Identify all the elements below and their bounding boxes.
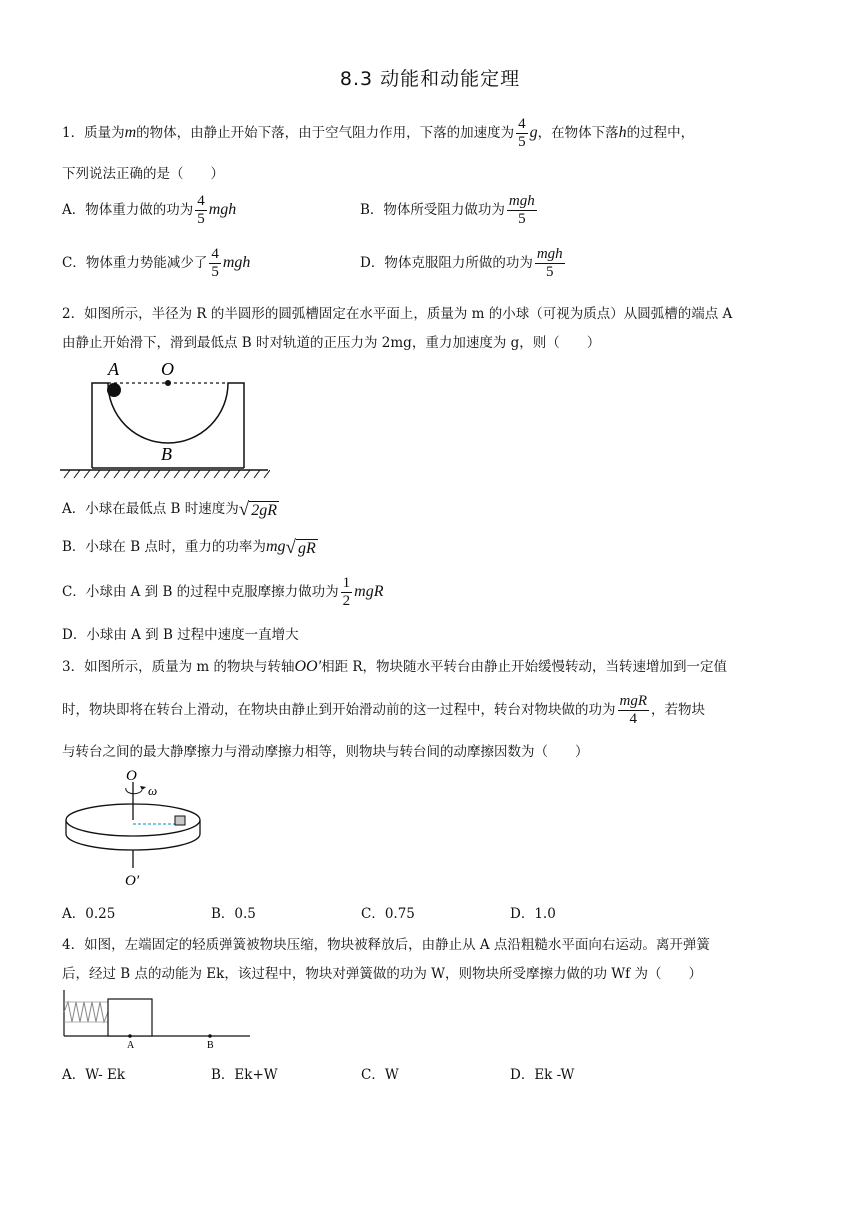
q3-stem-line2: 时，物块即将在转台上滑动，在物块由静止到开始滑动前的这一过程中，转台对物块做的功为 $\frac{\text{mgR}}{4}$ ，若物块: [62, 693, 705, 727]
label-o-top: O: [126, 768, 137, 784]
q1-var-m: m: [124, 124, 137, 141]
q3-stem-line3: 与转台之间的最大静摩擦力与滑动摩擦力相等，则物块与转台间的动摩擦因数为（ ）: [62, 744, 589, 760]
q2-option-d: D．小球由 A 到 B 过程中速度一直增大: [62, 627, 299, 643]
center-point-icon: [165, 380, 171, 386]
q2-option-b: B．小球在 B 点时，重力的功率为mg√ gR: [62, 536, 316, 558]
q2-option-c: C．小球由 A 到 B 的过程中克服摩擦力做功为 $\frac{1}{2}$ mgR: [62, 575, 384, 609]
q1-text-b: 的物体，由静止开始下落，由于空气阻力作用，下落的加速度为: [136, 125, 515, 141]
label-a: A: [127, 1040, 135, 1050]
label-a: A: [108, 359, 119, 379]
q2-option-a: A．小球在最低点 B 时速度为√ 2gR: [62, 498, 277, 520]
q3-option-d: D．1.0: [510, 906, 556, 922]
q4-option-d: D．Ek -W: [510, 1067, 575, 1083]
q1-option-b: B．物体所受阻力做功为 $\frac{\text{mgh}}{5}$: [360, 193, 535, 227]
q1-var-g: g: [529, 124, 538, 141]
q4-stem-line2: 后，经过 B 点的动能为 Ek，该过程中，物块对弹簧做的功为 W，则物块所受摩擦力做的功 Wf 为（ ）: [62, 966, 702, 982]
q1-text-c: ，在物体下落: [537, 125, 619, 141]
q2-groove-figure: [60, 358, 270, 483]
q1-var-h: h: [618, 124, 627, 141]
q4-spring-figure: [60, 986, 255, 1050]
q1-text-d: 的过程中，: [626, 125, 695, 141]
q1-option-a: A．物体重力做的功为 $\frac{4}{5}$ mgh: [62, 193, 237, 227]
q1-option-c: C．物体重力势能减少了 $\frac{4}{5}$ mgh: [62, 246, 251, 280]
block-icon: [108, 999, 152, 1036]
ball-icon: [107, 383, 121, 397]
label-o: O: [161, 359, 174, 379]
q1-stem-line2: 下列说法正确的是（ ）: [62, 166, 224, 182]
label-b: B: [207, 1040, 214, 1050]
q3-stem-line1: 3．如图所示，质量为 m 的物块与转轴OO′相距 R，物块随水平转台由静止开始缓慢转动，当转速增加到一定值: [62, 658, 728, 675]
q3-option-b: B．0.5: [211, 906, 256, 922]
q2-stem-line1: 2．如图所示，半径为 R 的半圆形的圆弧槽固定在水平面上，质量为 m 的小球（可视为质点）从圆弧槽的端点 A: [62, 306, 733, 322]
q3-option-a: A．0.25: [62, 906, 116, 922]
q4-option-c: C．W: [361, 1067, 399, 1083]
q3-turntable-figure: [60, 768, 210, 893]
q4-stem-line1: 4．如图，左端固定的轻质弹簧被物块压缩，物块被释放后，由静止从 A 点沿粗糙水平面向右运动。离开弹簧: [62, 937, 710, 953]
label-b: B: [161, 444, 172, 464]
q3-axis-symbol: OO′: [294, 658, 322, 675]
q3-option-c: C．0.75: [361, 906, 415, 922]
page-title: 8.3 动能和动能定理: [339, 68, 521, 90]
block-icon: [175, 816, 185, 825]
q1-text-a: 1．质量为: [62, 125, 125, 141]
q1-option-d: D．物体克服阻力所做的功为 $\frac{\text{mgh}}{5}$: [360, 246, 563, 280]
spring-icon: [64, 1002, 108, 1022]
label-omega: ω: [148, 783, 158, 798]
q1-fraction: $\frac{4}{5}$: [518, 116, 526, 150]
q1-stem-line1: [62, 116, 694, 151]
q4-option-a: A．W- Ek: [62, 1067, 126, 1083]
label-o-bottom: O′: [125, 873, 140, 889]
q2-stem-line2: 由静止开始滑下，滑到最低点 B 时对轨道的正压力为 2mg，重力加速度为 g，则（ ）: [62, 335, 601, 351]
q4-option-b: B．Ek+W: [211, 1067, 278, 1083]
